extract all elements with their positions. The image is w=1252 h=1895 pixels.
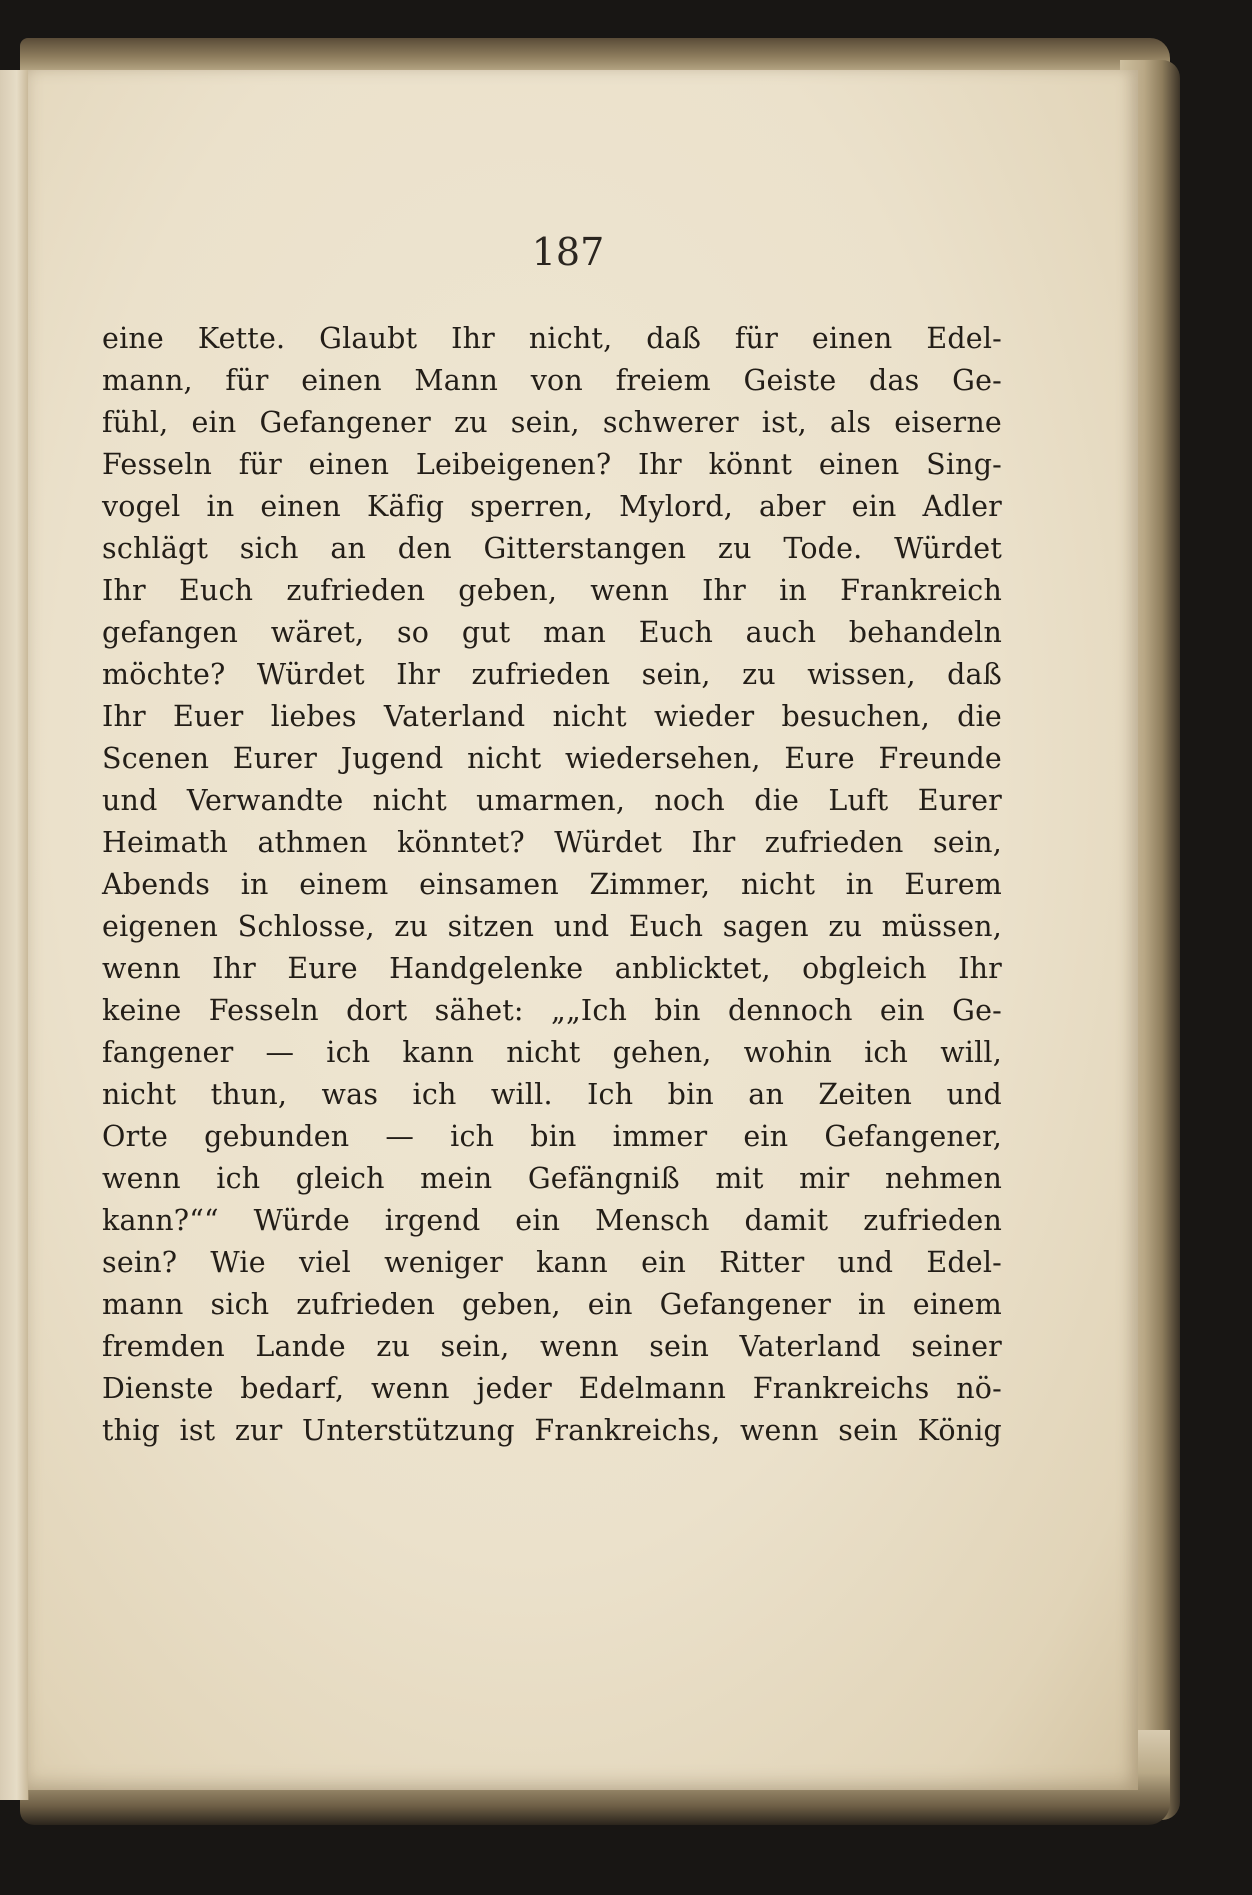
book-page <box>28 70 1138 1790</box>
text-line: thig ist zur Unterstützung Frankreichs, wenn sein König <box>102 1414 1002 1447</box>
facing-page-edge <box>0 70 29 1800</box>
text-line: vogel in einen Käfig sperren, Mylord, aber ein Adler <box>102 490 1002 523</box>
text-line: Heimath athmen könntet? Würdet Ihr zufrieden sein, <box>102 826 1002 859</box>
text-line: schlägt sich an den Gitterstangen zu Tode. Würdet <box>102 532 1002 565</box>
text-line: keine Fesseln dort sähet: „„Ich bin dennoch ein Ge- <box>102 994 1002 1027</box>
text-line: Abends in einem einsamen Zimmer, nicht in Eurem <box>102 868 1002 901</box>
text-line: und Verwandte nicht umarmen, noch die Luft Eurer <box>102 784 1002 817</box>
text-line: fühl, ein Gefangener zu sein, schwerer ist, als eiserne <box>102 406 1002 439</box>
text-line: fremden Lande zu sein, wenn sein Vaterland seiner <box>102 1330 1002 1363</box>
text-line: sein? Wie viel weniger kann ein Ritter und Edel- <box>102 1246 1002 1279</box>
text-line: Orte gebunden — ich bin immer ein Gefangener, <box>102 1120 1002 1153</box>
text-line: Ihr Euer liebes Vaterland nicht wieder besuchen, die <box>102 700 1002 733</box>
text-line: Fesseln für einen Leibeigenen? Ihr könnt einen Sing- <box>102 448 1002 481</box>
text-line: Ihr Euch zufrieden geben, wenn Ihr in Frankreich <box>102 574 1002 607</box>
text-line: nicht thun, was ich will. Ich bin an Zeiten und <box>102 1078 1002 1111</box>
body-text <box>102 318 1002 1452</box>
text-line: mann, für einen Mann von freiem Geiste das Ge- <box>102 364 1002 397</box>
text-line: mann sich zufrieden geben, ein Gefangener in einem <box>102 1288 1002 1321</box>
text-line: eigenen Schlosse, zu sitzen und Euch sagen zu müssen, <box>102 910 1002 943</box>
text-line: fangener — ich kann nicht gehen, wohin ich will, <box>102 1036 1002 1069</box>
text-line: Scenen Eurer Jugend nicht wiedersehen, Eure Freunde <box>102 742 1002 775</box>
page-number: 187 <box>531 230 605 274</box>
text-line: gefangen wäret, so gut man Euch auch behandeln <box>102 616 1002 649</box>
text-line: eine Kette. Glaubt Ihr nicht, daß für einen Edel- <box>102 322 1002 355</box>
text-line: kann?““ Würde irgend ein Mensch damit zufrieden <box>102 1204 1002 1237</box>
text-line: Dienste bedarf, wenn jeder Edelmann Frankreichs nö- <box>102 1372 1002 1405</box>
text-line: wenn Ihr Eure Handgelenke anblicktet, obgleich Ihr <box>102 952 1002 985</box>
text-line: wenn ich gleich mein Gefängniß mit mir nehmen <box>102 1162 1002 1195</box>
text-line: möchte? Würdet Ihr zufrieden sein, zu wissen, daß <box>102 658 1002 691</box>
